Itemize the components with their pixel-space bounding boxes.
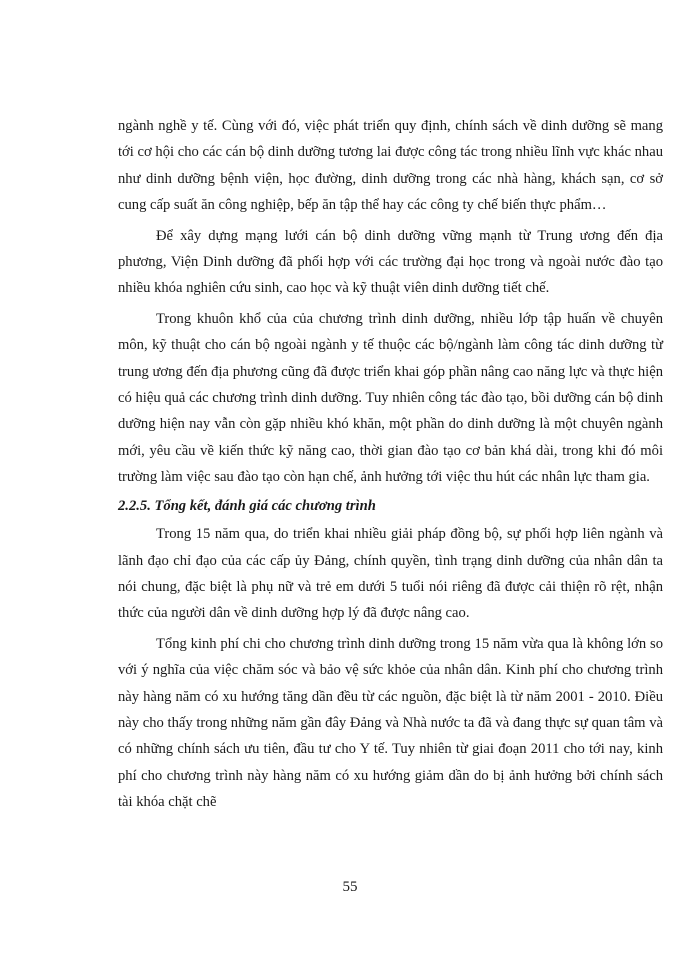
- paragraph-1: ngành nghề y tế. Cùng với đó, việc phát triển quy định, chính sách về dinh dưỡng sẽ mang tới cơ hội cho các cán bộ dinh dưỡng tương lai được công tác trong nhiều lĩnh vực khác nhau như dinh dưỡng bệnh viện, học đường, dinh dưỡng trong các nhà hàng, khách sạn, cơ sở cung cấp suất ăn công nghiệp, bếp ăn tập thể hay các công ty chế biến thực phẩm…: [118, 118, 663, 214]
- section-heading: 2.2.5. Tổng kết, đánh giá các chương trình: [118, 497, 376, 514]
- paragraph-5: Tổng kinh phí chi cho chương trình dinh dưỡng trong 15 năm vừa qua là không lớn so với ý nghĩa của việc chăm sóc và bảo vệ sức khỏe của nhân dân. Kinh phí cho chương trình này hàng năm có xu hướng tăng dần đều từ các nguồn, đặc biệt là từ năm 2001 - 2010. Điều này cho thấy trong những năm gần đây Đảng và Nhà nước ta đã và đang thực sự quan tâm và có những chính sách ưu tiên, đầu tư cho Y tế. Tuy nhiên từ giai đoạn 2011 cho tới nay, kinh phí cho chương trình này hàng năm có xu hướng giảm dần do bị ảnh hưởng bởi chính sách tài khóa chặt chẽ: [118, 635, 663, 811]
- page-number: 55: [342, 879, 358, 895]
- paragraph-2: Để xây dựng mạng lưới cán bộ dinh dưỡng vững mạnh từ Trung ương đến địa phương, Viện Dinh dưỡng đã phối hợp với các trường đại học trong và ngoài nước đào tạo nhiều khóa nghiên cứu sinh, cao học và kỹ thuật viên dinh dưỡng tiết chế.: [118, 227, 663, 297]
- paragraph-4: Trong 15 năm qua, do triển khai nhiều giải pháp đồng bộ, sự phối hợp liên ngành và lãnh đạo chỉ đạo của các cấp ủy Đảng, chính quyền, tình trạng dinh dưỡng của nhân dân ta nói chung, đặc biệt là phụ nữ và trẻ em dưới 5 tuổi nói riêng đã được cải thiện rõ rệt, nhận thức của người dân về dinh dưỡng hợp lý đã được nâng cao.: [118, 526, 663, 622]
- paragraph-3: Trong khuôn khổ của của chương trình dinh dưỡng, nhiều lớp tập huấn về chuyên môn, kỹ thuật cho cán bộ ngoài ngành y tế thuộc các bộ/ngành làm công tác dinh dưỡng từ trung ương đến địa phương cũng đã được triển khai góp phần nâng cao năng lực và thực hiện có hiệu quả các chương trình dinh dưỡng. Tuy nhiên công tác đào tạo, bồi dưỡng cán bộ dinh dưỡng hiện nay vẫn còn gặp nhiều khó khăn, một phần do dinh dưỡng là một chuyên ngành mới, yêu cầu về kiến thức kỹ năng cao, thời gian đào tạo cơ bản khá dài, trong khi đó môi trường làm việc sau đào tạo còn hạn chế, ảnh hưởng tới việc thu hút các nhân lực tham gia.: [118, 310, 663, 486]
- page-body: [118, 113, 663, 816]
